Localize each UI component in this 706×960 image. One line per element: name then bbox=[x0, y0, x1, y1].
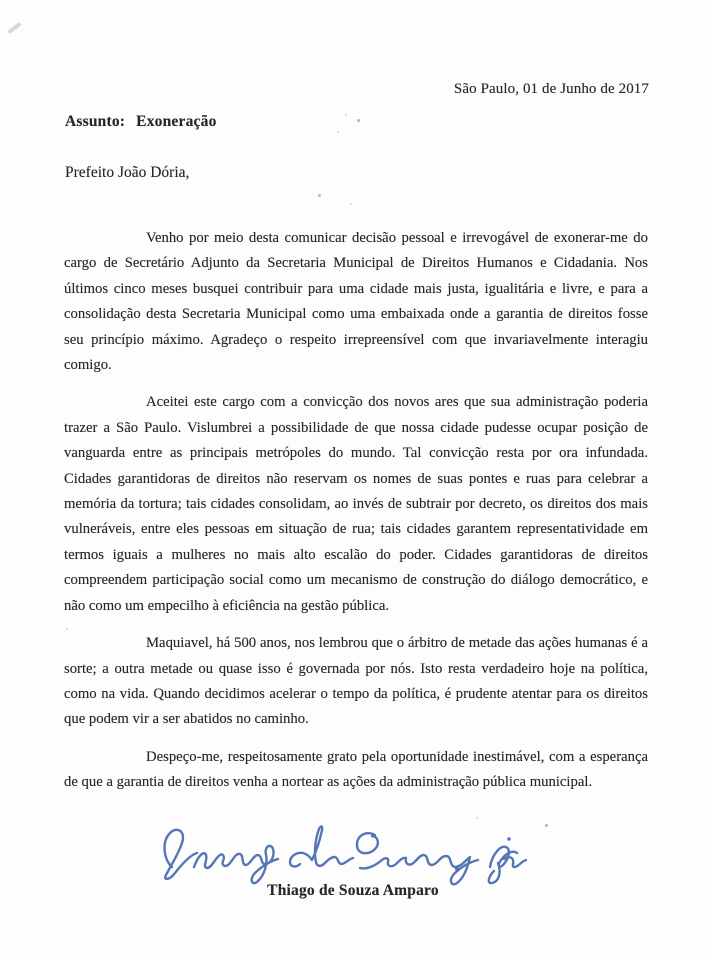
subject-line bbox=[65, 113, 217, 131]
scan-speck bbox=[357, 119, 360, 122]
salutation: Prefeito João Dória, bbox=[65, 164, 190, 181]
scan-speck bbox=[337, 131, 339, 133]
scan-speck bbox=[476, 817, 478, 819]
subject-label: Assunto: bbox=[65, 113, 126, 130]
scan-speck bbox=[66, 628, 68, 630]
subject-value: Exoneração bbox=[136, 113, 217, 130]
paragraph-2: Aceitei este cargo com a convicção dos novos ares que sua administração poderia trazer a São Paulo. Vislumbrei a possibilidade de que nossa cidade pudesse ocupar posição de vanguarda entre as principais metrópoles do mundo. Tal convicção resta por ora infundada. Cidades garantidoras de direitos não reservam os nomes de suas pontes e ruas para celebrar a memória da tortura; tais cidades consolidam, ao invés de subtrair por decreto, os direitos dos mais vulneráveis, entre eles pessoas em situação de rua; tais cidades garantem representatividade em termos iguais a mulheres no mais alto escalão do poder. Cidades garantidoras de direitos compreendem participação social como um mecanismo de construção do diálogo democrático, e não como um empecilho à eficiência na gestão pública. bbox=[64, 394, 648, 614]
scan-speck bbox=[318, 194, 321, 197]
scan-speck bbox=[545, 824, 548, 827]
scan-speck bbox=[350, 203, 352, 205]
signature-ink-strokes bbox=[160, 822, 532, 886]
paragraph-1: Venho por meio desta comunicar decisão pessoal e irrevogável de exonerar-me do cargo de Secretário Adjunto da Secretaria Municipal de Direitos Humanos e Cidadania. Nos últimos cinco meses busquei contribuir para uma cidade mais justa, igualitária e livre, e para a consolidação desta Secretaria Municipal como uma embaixada onde a garantia de direitos fosse seu princípio máximo. Agradeço o respeito irrepreensível com que invariavelmente interagiu comigo. bbox=[64, 230, 648, 374]
date-line: São Paulo, 01 de Junho de 2017 bbox=[453, 81, 649, 97]
scan-speck bbox=[345, 114, 347, 116]
letter-body bbox=[64, 226, 648, 808]
paragraph-3: Maquiavel, há 500 anos, nos lembrou que o árbitro de metade das ações humanas é a sorte; a outra metade ou quase isso é governada por nós. Isto resta verdadeiro hoje na política, como na vida. Quando decidimos acelerar o tempo da política, é prudente atentar para os direitos que podem vir a ser abatidos no caminho. bbox=[64, 635, 648, 728]
handwritten-signature bbox=[160, 822, 532, 886]
scan-corner-mark bbox=[7, 22, 21, 34]
signer-name: Thiago de Souza Amparo bbox=[267, 882, 439, 899]
paragraph-4: Despeço-me, respeitosamente grato pela oportunidade inestimável, com a esperança de que a garantia de direitos venha a nortear as ações da administração pública municipal. bbox=[64, 748, 648, 791]
stray-ink-dot bbox=[455, 867, 459, 871]
